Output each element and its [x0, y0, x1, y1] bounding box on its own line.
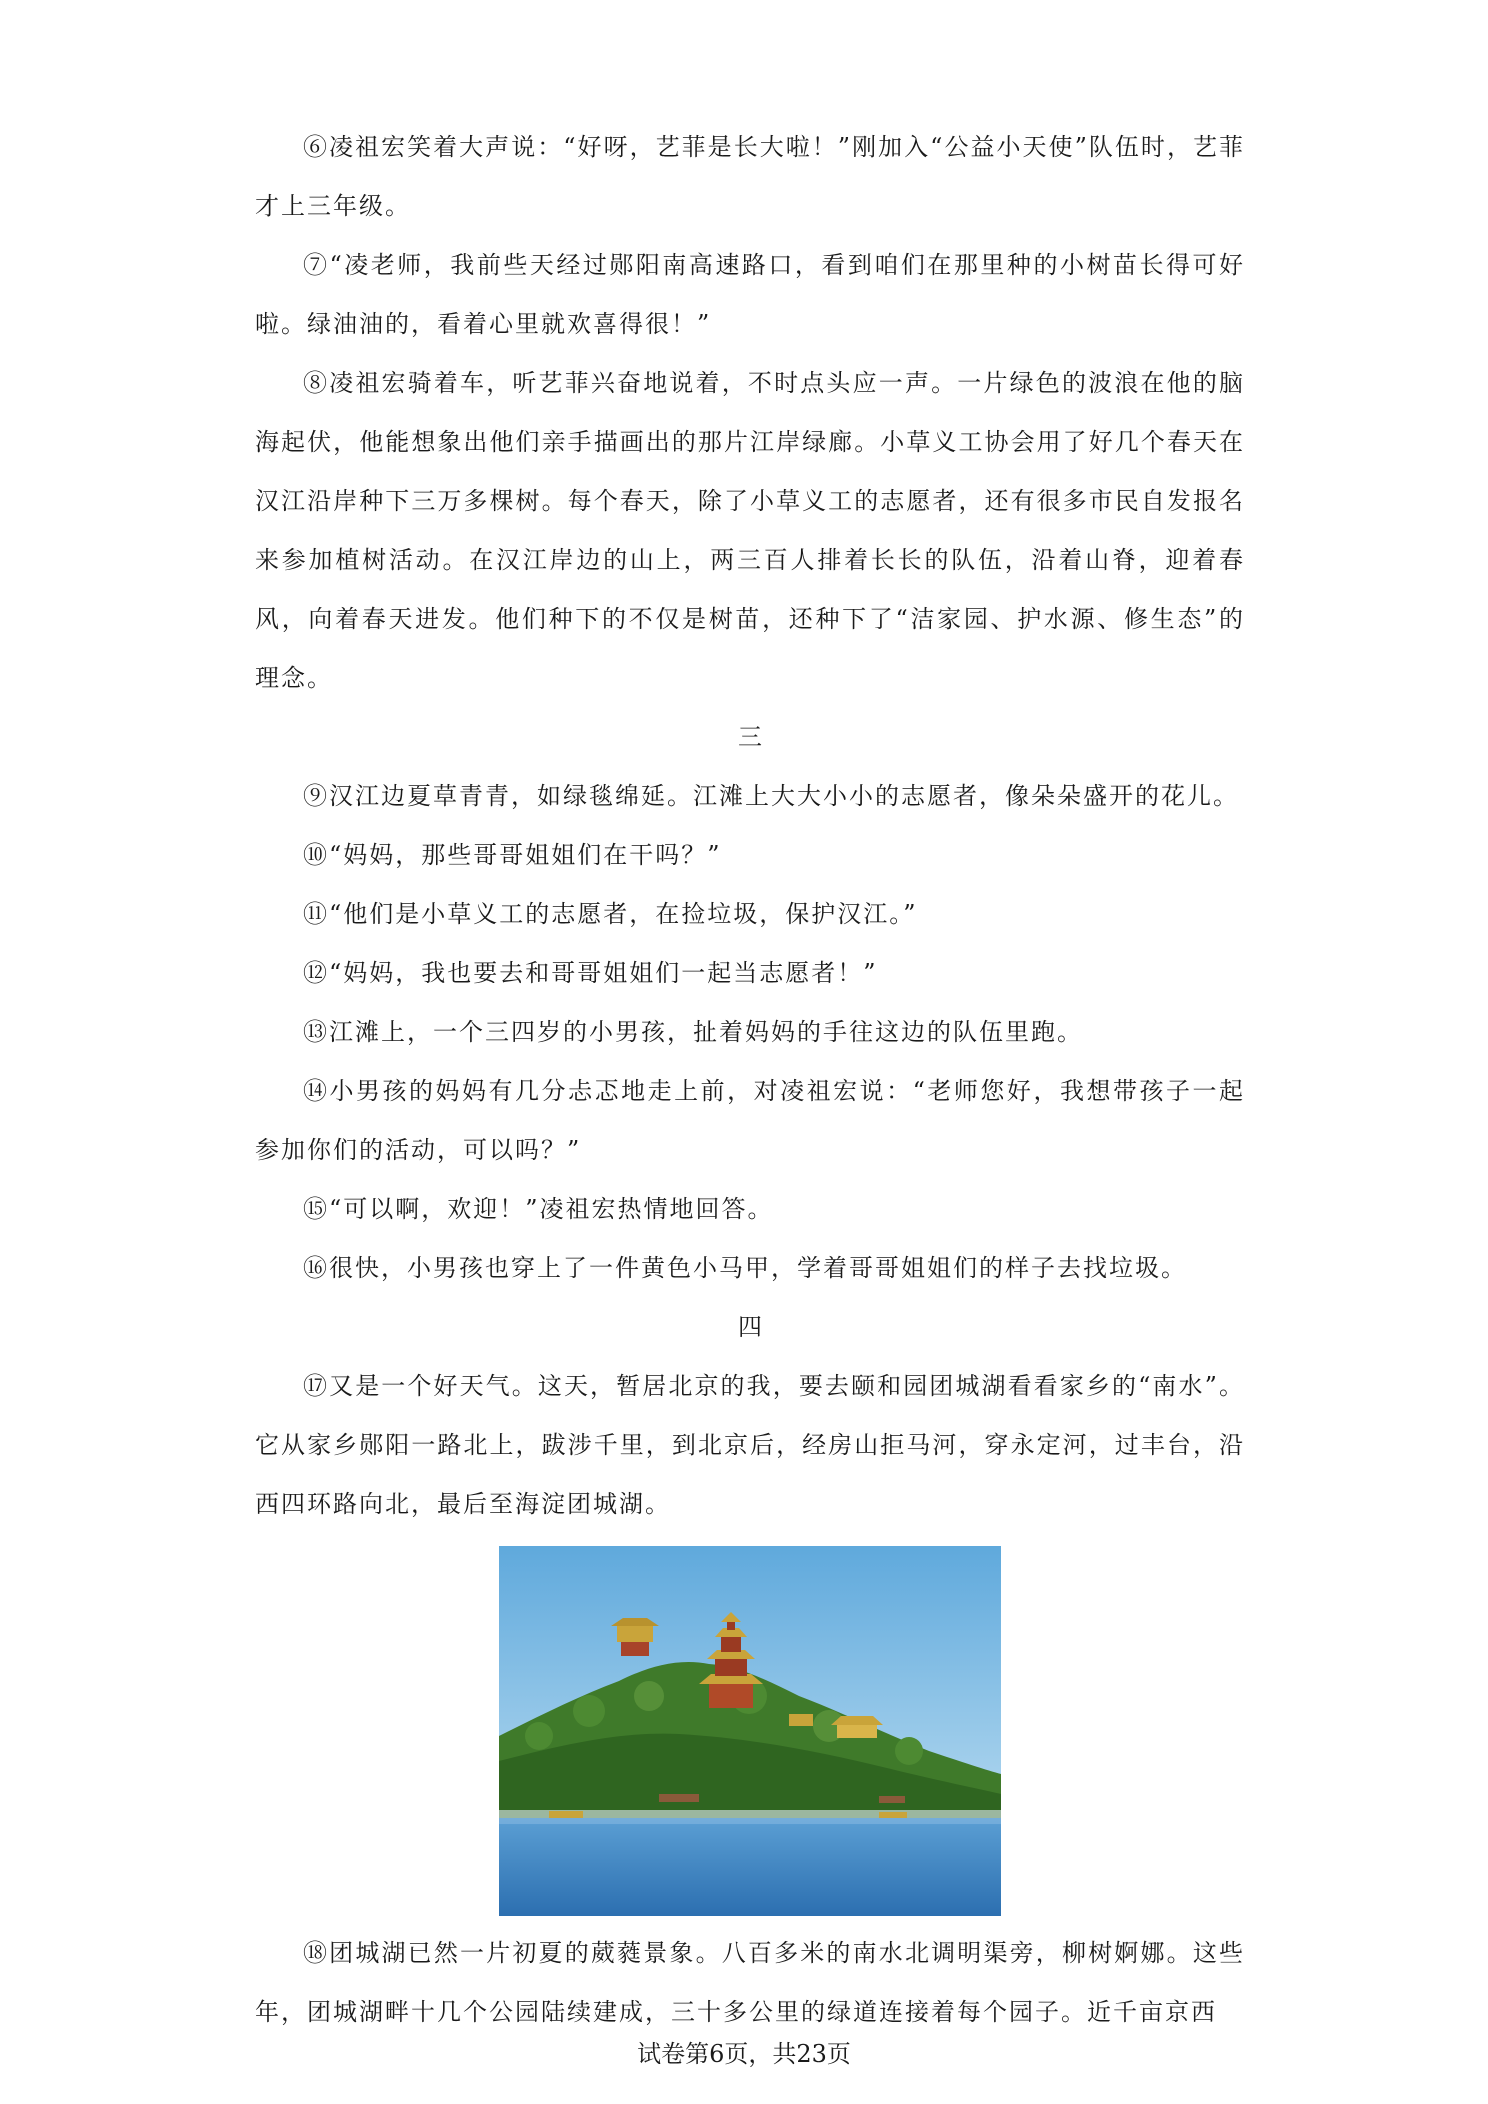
paragraph-6: ⑥凌祖宏笑着大声说：“好呀，艺菲是长大啦！”刚加入“公益小天使”队伍时，艺菲才上三年级。	[255, 133, 1245, 220]
paragraph-13: ⑬江滩上，一个三四岁的小男孩，扯着妈妈的手往这边的队伍里跑。	[303, 1018, 1083, 1046]
photo-container	[255, 1546, 1245, 1916]
paragraph-11: ⑪“他们是小草义工的志愿者，在捡垃圾，保护汉江。”	[303, 900, 918, 928]
paragraph-7: ⑦“凌老师，我前些天经过郧阳南高速路口，看到咱们在那里种的小树苗长得可好啦。绿油油的，看着心里就欢喜得很！”	[255, 251, 1245, 338]
paragraph-12: ⑫“妈妈，我也要去和哥哥姐姐们一起当志愿者！”	[303, 959, 878, 987]
paragraph-16: ⑯很快，小男孩也穿上了一件黄色小马甲，学着哥哥姐姐们的样子去找垃圾。	[303, 1254, 1187, 1282]
paragraph-14: ⑭小男孩的妈妈有几分忐忑地走上前，对凌祖宏说：“老师您好，我想带孩子一起参加你们的活动，可以吗？”	[255, 1077, 1245, 1164]
paragraph-18: ⑱团城湖已然一片初夏的葳蕤景象。八百多米的南水北调明渠旁，柳树婀娜。这些年，团城湖畔十几个公园陆续建成，三十多公里的绿道连接着每个园子。近千亩京西	[255, 1939, 1245, 2026]
paragraph-15: ⑮“可以啊，欢迎！”凌祖宏热情地回答。	[303, 1195, 774, 1223]
paragraph-10: ⑩“妈妈，那些哥哥姐姐们在干吗？”	[303, 841, 722, 869]
summer-palace-photo	[499, 1546, 1001, 1916]
paragraph-9: ⑨汉江边夏草青青，如绿毯绵延。江滩上大大小小的志愿者，像朵朵盛开的花儿。	[303, 782, 1239, 810]
page-footer: 试卷第6页，共23页	[637, 2040, 851, 2068]
paragraph-17: ⑰又是一个好天气。这天，暂居北京的我，要去颐和园团城湖看看家乡的“南水”。它从家乡郧阳一路北上，跋涉千里，到北京后，经房山拒马河，穿永定河，过丰台，沿西四环路向北，最后至海淀团城湖。	[255, 1372, 1245, 1518]
document-page	[255, 118, 1245, 2042]
section-heading-three: 三	[738, 723, 762, 751]
section-heading-four: 四	[738, 1313, 762, 1341]
paragraph-8: ⑧凌祖宏骑着车，听艺菲兴奋地说着，不时点头应一声。一片绿色的波浪在他的脑海起伏，他能想象出他们亲手描画出的那片江岸绿廊。小草义工协会用了好几个春天在汉江沿岸种下三万多棵树。每个春天，除了小草义工的志愿者，还有很多市民自发报名来参加植树活动。在汉江岸边的山上，两三百人排着长长的队伍，沿着山脊，迎着春风，向着春天进发。他们种下的不仅是树苗，还种下了“洁家园、护水源、修生态”的理念。	[255, 369, 1245, 692]
